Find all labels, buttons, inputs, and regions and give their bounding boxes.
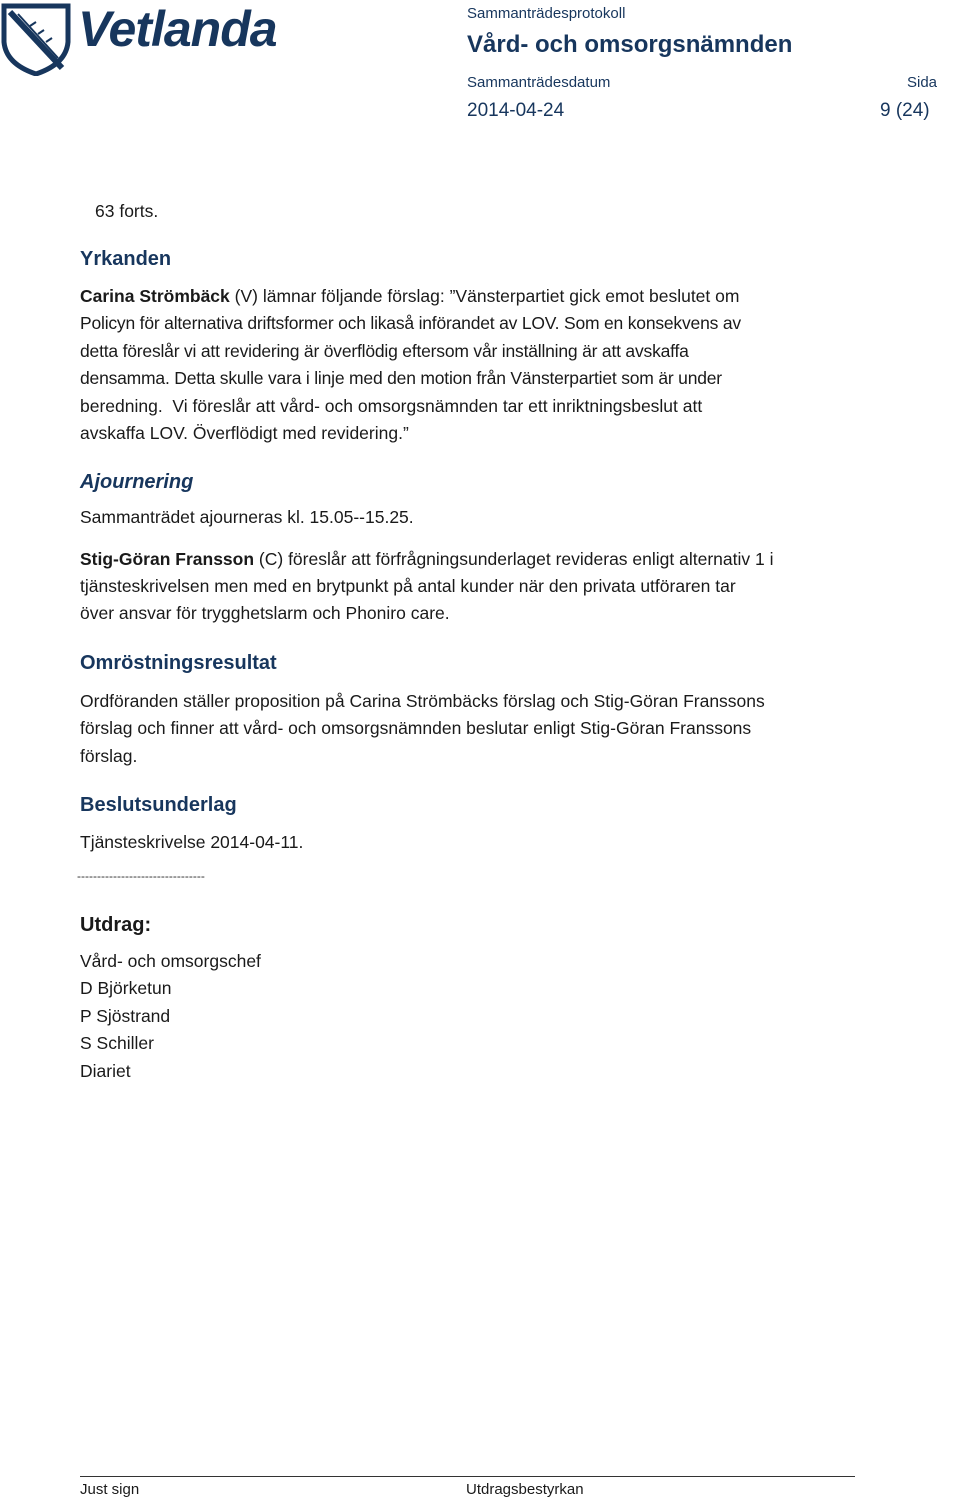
paragraph-line: beredning. Vi föreslår att vård- och omsorgsnämnden tar ett inriktningsbeslut att [80,396,703,416]
ajournering-text: Sammanträdet ajourneras kl. 15.05--15.25. [80,507,414,527]
utdrag-heading: Utdrag: [80,914,152,936]
paragraph-line: densamma. Detta skulle vara i linje med den motion från Vänsterpartiet som är under [80,368,722,388]
paragraph-line: över ansvar för trygghetslarm och Phoniro care. [80,603,450,623]
certification-label: Utdragsbestyrkan [466,1481,584,1498]
omrostning-heading: Omröstningsresultat [80,652,277,674]
utdrag-item: D Björketun [80,978,172,998]
section-reference: 63 forts. [95,201,159,221]
committee-title: Vård- och omsorgsnämnden [467,31,793,58]
paragraph-line: Ordföranden ställer proposition på Carina Strömbäcks förslag och Stig-Göran Franssons [80,691,765,711]
beslutsunderlag-heading: Beslutsunderlag [80,794,237,816]
utdrag-item: S Schiller [80,1033,154,1053]
proposer-name: Carina Strömbäck [80,286,230,306]
paragraph-line: detta föreslår vi att revidering är överflödig eftersom vår inställning är att avskaffa [80,341,689,361]
logo-wordmark: Vetlanda [78,1,277,57]
paragraph-line: avskaffa LOV. Överflödigt med revidering.” [80,423,409,443]
just-sign-label: Just sign [80,1481,140,1498]
paragraph-line: förslag och finner att vård- och omsorgsnämnden beslutar enligt Stig-Göran Franssons [80,718,752,738]
ajournering-heading: Ajournering [80,471,194,493]
page-number: 9 (24) [880,100,930,121]
paragraph-line: Policyn för alternativa driftsformer och likaså införandet av LOV. Som en konsekvens av [80,313,741,333]
paragraph-line: (V) lämnar följande förslag: ”Vänsterpartiet gick emot beslutet om [229,286,740,306]
paragraph-line: förslag. [80,746,138,766]
date-label: Sammanträdesdatum [467,74,611,91]
protocol-label: Sammanträdesprotokoll [467,5,626,22]
page-label: Sida [907,74,938,91]
paragraph-line: (C) föreslår att förfrågningsunderlaget revideras enligt alternativ 1 i [254,549,774,569]
coat-of-arms-icon [0,2,72,76]
utdrag-item: Diariet [80,1061,131,1081]
utdrag-item: Vård- och omsorgschef [80,951,261,971]
yrkanden-heading: Yrkanden [80,248,172,270]
proposer-name: Stig-Göran Fransson [80,549,255,569]
beslutsunderlag-text: Tjänsteskrivelse 2014-04-11. [80,832,304,852]
utdrag-item: P Sjöstrand [80,1006,171,1026]
meeting-date: 2014-04-24 [467,100,565,121]
paragraph-line: tjänsteskrivelsen men med en brytpunkt på antal kunder när den privata utföraren tar [80,576,736,596]
footer-rule [80,1476,855,1477]
separator-dashes: -------------------------------- [77,869,205,883]
